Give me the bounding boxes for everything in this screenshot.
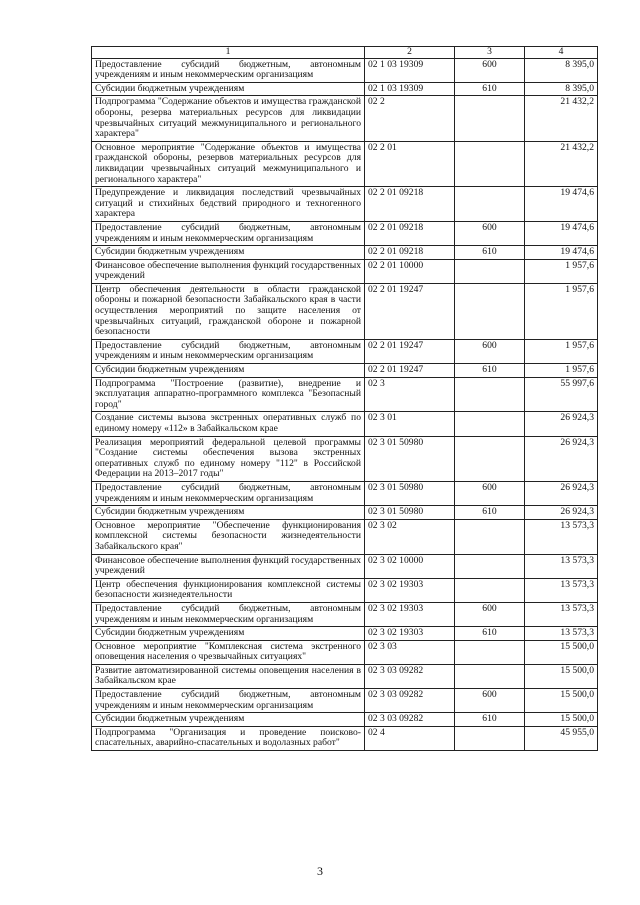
row-amount-cell: 15 500,0 xyxy=(525,664,598,688)
row-code-cell: 02 2 xyxy=(365,96,455,141)
row-type-cell: 600 xyxy=(455,689,525,713)
header-col-2: 2 xyxy=(365,47,455,59)
row-amount-cell: 1 957,6 xyxy=(525,339,598,363)
row-amount-cell: 19 474,6 xyxy=(525,187,598,222)
table-row xyxy=(92,82,598,96)
row-code-cell: 02 1 03 19309 xyxy=(365,58,455,82)
header-col-3: 3 xyxy=(455,47,525,59)
row-code-cell: 02 2 01 xyxy=(365,141,455,186)
row-type-cell: 600 xyxy=(455,602,525,626)
table-row xyxy=(92,602,598,626)
row-name-cell: Предоставление субсидий бюджетным, автономным учреждениям и иным некоммерческим организациям xyxy=(92,58,365,82)
row-amount-cell: 26 924,3 xyxy=(525,506,598,520)
table-header-row xyxy=(92,47,598,59)
row-type-cell: 610 xyxy=(455,246,525,260)
row-code-cell: 02 2 01 19247 xyxy=(365,283,455,339)
row-amount-cell: 45 955,0 xyxy=(525,726,598,750)
row-type-cell xyxy=(455,640,525,664)
row-name-cell: Реализация мероприятий федеральной целевой программы "Создание системы обеспечения вызова экстренных оперативных служб по единому номеру "112" в Российской Федерации на 2013–2017 годы" xyxy=(92,436,365,481)
table-row xyxy=(92,221,598,245)
row-type-cell: 600 xyxy=(455,221,525,245)
row-name-cell: Подпрограмма "Организация и проведение поисково-спасательных, аварийно-спасательных и водолазных работ" xyxy=(92,726,365,750)
row-type-cell xyxy=(455,377,525,412)
row-code-cell: 02 4 xyxy=(365,726,455,750)
row-amount-cell: 13 573,3 xyxy=(525,554,598,578)
table-row xyxy=(92,519,598,554)
row-code-cell: 02 3 03 09282 xyxy=(365,689,455,713)
row-type-cell xyxy=(455,96,525,141)
table-row xyxy=(92,364,598,378)
row-code-cell: 02 3 03 xyxy=(365,640,455,664)
header-col-4: 4 xyxy=(525,47,598,59)
row-type-cell xyxy=(455,554,525,578)
table-row xyxy=(92,640,598,664)
row-code-cell: 02 3 01 50980 xyxy=(365,506,455,520)
table-row xyxy=(92,506,598,520)
row-name-cell: Центр обеспечения деятельности в области гражданской обороны и пожарной безопасности Забайкальского края в части осуществления мероприятий по защите населения от чрезвычайных ситуаций, гражданской обороне и пожарной безопасности xyxy=(92,283,365,339)
row-type-cell xyxy=(455,436,525,481)
row-code-cell: 02 3 03 09282 xyxy=(365,713,455,727)
table-row xyxy=(92,259,598,283)
table-row xyxy=(92,664,598,688)
row-name-cell: Предоставление субсидий бюджетным, автономным учреждениям и иным некоммерческим организациям xyxy=(92,221,365,245)
row-amount-cell: 26 924,3 xyxy=(525,412,598,436)
row-name-cell: Субсидии бюджетным учреждениям xyxy=(92,627,365,641)
row-type-cell xyxy=(455,259,525,283)
table-row xyxy=(92,141,598,186)
row-name-cell: Субсидии бюджетным учреждениям xyxy=(92,364,365,378)
row-code-cell: 02 3 02 10000 xyxy=(365,554,455,578)
row-amount-cell: 26 924,3 xyxy=(525,481,598,505)
row-code-cell: 02 3 01 xyxy=(365,412,455,436)
table-row xyxy=(92,481,598,505)
row-type-cell xyxy=(455,578,525,602)
row-amount-cell: 55 997,6 xyxy=(525,377,598,412)
row-amount-cell: 15 500,0 xyxy=(525,689,598,713)
page-number: 3 xyxy=(317,864,323,878)
row-amount-cell: 8 395,0 xyxy=(525,82,598,96)
row-code-cell: 02 2 01 09218 xyxy=(365,221,455,245)
row-name-cell: Предупреждение и ликвидация последствий чрезвычайных ситуаций и стихийных бедствий природного и техногенного характера xyxy=(92,187,365,222)
row-amount-cell: 1 957,6 xyxy=(525,364,598,378)
table-row xyxy=(92,58,598,82)
table-row xyxy=(92,627,598,641)
table-row xyxy=(92,187,598,222)
row-name-cell: Предоставление субсидий бюджетным, автономным учреждениям и иным некоммерческим организациям xyxy=(92,602,365,626)
row-type-cell xyxy=(455,187,525,222)
row-amount-cell: 13 573,3 xyxy=(525,602,598,626)
table-row xyxy=(92,689,598,713)
row-name-cell: Основное мероприятие "Содержание объектов и имущества гражданской обороны, резервов материальных ресурсов для ликвидации чрезвычайных ситуаций межмуниципального и регионального характера" xyxy=(92,141,365,186)
row-name-cell: Субсидии бюджетным учреждениям xyxy=(92,713,365,727)
row-type-cell xyxy=(455,141,525,186)
table-row xyxy=(92,283,598,339)
row-code-cell: 02 3 02 xyxy=(365,519,455,554)
row-amount-cell: 1 957,6 xyxy=(525,283,598,339)
table-row xyxy=(92,377,598,412)
row-type-cell xyxy=(455,283,525,339)
row-type-cell: 610 xyxy=(455,364,525,378)
table-row xyxy=(92,578,598,602)
row-amount-cell: 13 573,3 xyxy=(525,519,598,554)
row-name-cell: Подпрограмма "Содержание объектов и имущества гражданской обороны, резерва материальных ресурсов для ликвидации чрезвычайных ситуаций межмуниципального и регионального характера" xyxy=(92,96,365,141)
row-code-cell: 02 3 xyxy=(365,377,455,412)
row-amount-cell: 8 395,0 xyxy=(525,58,598,82)
table-row xyxy=(92,246,598,260)
row-amount-cell: 13 573,3 xyxy=(525,578,598,602)
row-code-cell: 02 2 01 10000 xyxy=(365,259,455,283)
row-amount-cell: 1 957,6 xyxy=(525,259,598,283)
table-row xyxy=(92,726,598,750)
row-code-cell: 02 3 02 19303 xyxy=(365,627,455,641)
row-code-cell: 02 3 02 19303 xyxy=(365,602,455,626)
row-amount-cell: 15 500,0 xyxy=(525,640,598,664)
row-name-cell: Подпрограмма "Построение (развитие), внедрение и эксплуатация аппаратно-программного комплекса "Безопасный город" xyxy=(92,377,365,412)
row-name-cell: Предоставление субсидий бюджетным, автономным учреждениям и иным некоммерческим организациям xyxy=(92,339,365,363)
row-amount-cell: 21 432,2 xyxy=(525,141,598,186)
table-row xyxy=(92,96,598,141)
row-code-cell: 02 2 01 09218 xyxy=(365,246,455,260)
row-type-cell: 610 xyxy=(455,82,525,96)
row-type-cell: 610 xyxy=(455,713,525,727)
row-code-cell: 02 2 01 19247 xyxy=(365,364,455,378)
row-code-cell: 02 2 01 09218 xyxy=(365,187,455,222)
row-amount-cell: 19 474,6 xyxy=(525,221,598,245)
row-name-cell: Предоставление субсидий бюджетным, автономным учреждениям и иным некоммерческим организациям xyxy=(92,481,365,505)
row-name-cell: Создание системы вызова экстренных оперативных служб по единому номеру «112» в Забайкальском крае xyxy=(92,412,365,436)
row-code-cell: 02 3 01 50980 xyxy=(365,481,455,505)
document-page xyxy=(91,46,597,751)
table-row xyxy=(92,713,598,727)
row-name-cell: Субсидии бюджетным учреждениям xyxy=(92,506,365,520)
table-row xyxy=(92,554,598,578)
row-code-cell: 02 1 03 19309 xyxy=(365,82,455,96)
row-type-cell xyxy=(455,412,525,436)
table-row xyxy=(92,412,598,436)
row-amount-cell: 26 924,3 xyxy=(525,436,598,481)
row-name-cell: Развитие автоматизированной системы оповещения населения в Забайкальском крае xyxy=(92,664,365,688)
table-body xyxy=(92,58,598,750)
row-name-cell: Центр обеспечения функционирования комплексной системы безопасности жизнедеятельности xyxy=(92,578,365,602)
row-code-cell: 02 3 01 50980 xyxy=(365,436,455,481)
header-col-1: 1 xyxy=(92,47,365,59)
row-type-cell xyxy=(455,726,525,750)
row-code-cell: 02 3 02 19303 xyxy=(365,578,455,602)
row-type-cell: 610 xyxy=(455,627,525,641)
table-row xyxy=(92,339,598,363)
row-name-cell: Предоставление субсидий бюджетным, автономным учреждениям и иным некоммерческим организациям xyxy=(92,689,365,713)
row-name-cell: Субсидии бюджетным учреждениям xyxy=(92,246,365,260)
row-amount-cell: 19 474,6 xyxy=(525,246,598,260)
row-name-cell: Основное мероприятие "Обеспечение функционирования комплексной системы безопасности жизнедеятельности Забайкальского края" xyxy=(92,519,365,554)
budget-table xyxy=(91,46,598,751)
row-amount-cell: 15 500,0 xyxy=(525,713,598,727)
row-type-cell xyxy=(455,519,525,554)
row-type-cell xyxy=(455,664,525,688)
row-name-cell: Субсидии бюджетным учреждениям xyxy=(92,82,365,96)
row-name-cell: Финансовое обеспечение выполнения функций государственных учреждений xyxy=(92,259,365,283)
table-row xyxy=(92,436,598,481)
row-code-cell: 02 2 01 19247 xyxy=(365,339,455,363)
row-name-cell: Основное мероприятие "Комплексная система экстренного оповещения населения о чрезвычайных ситуациях" xyxy=(92,640,365,664)
row-amount-cell: 13 573,3 xyxy=(525,627,598,641)
row-name-cell: Финансовое обеспечение выполнения функций государственных учреждений xyxy=(92,554,365,578)
row-amount-cell: 21 432,2 xyxy=(525,96,598,141)
row-type-cell: 600 xyxy=(455,481,525,505)
row-type-cell: 600 xyxy=(455,339,525,363)
row-code-cell: 02 3 03 09282 xyxy=(365,664,455,688)
row-type-cell: 610 xyxy=(455,506,525,520)
row-type-cell: 600 xyxy=(455,58,525,82)
